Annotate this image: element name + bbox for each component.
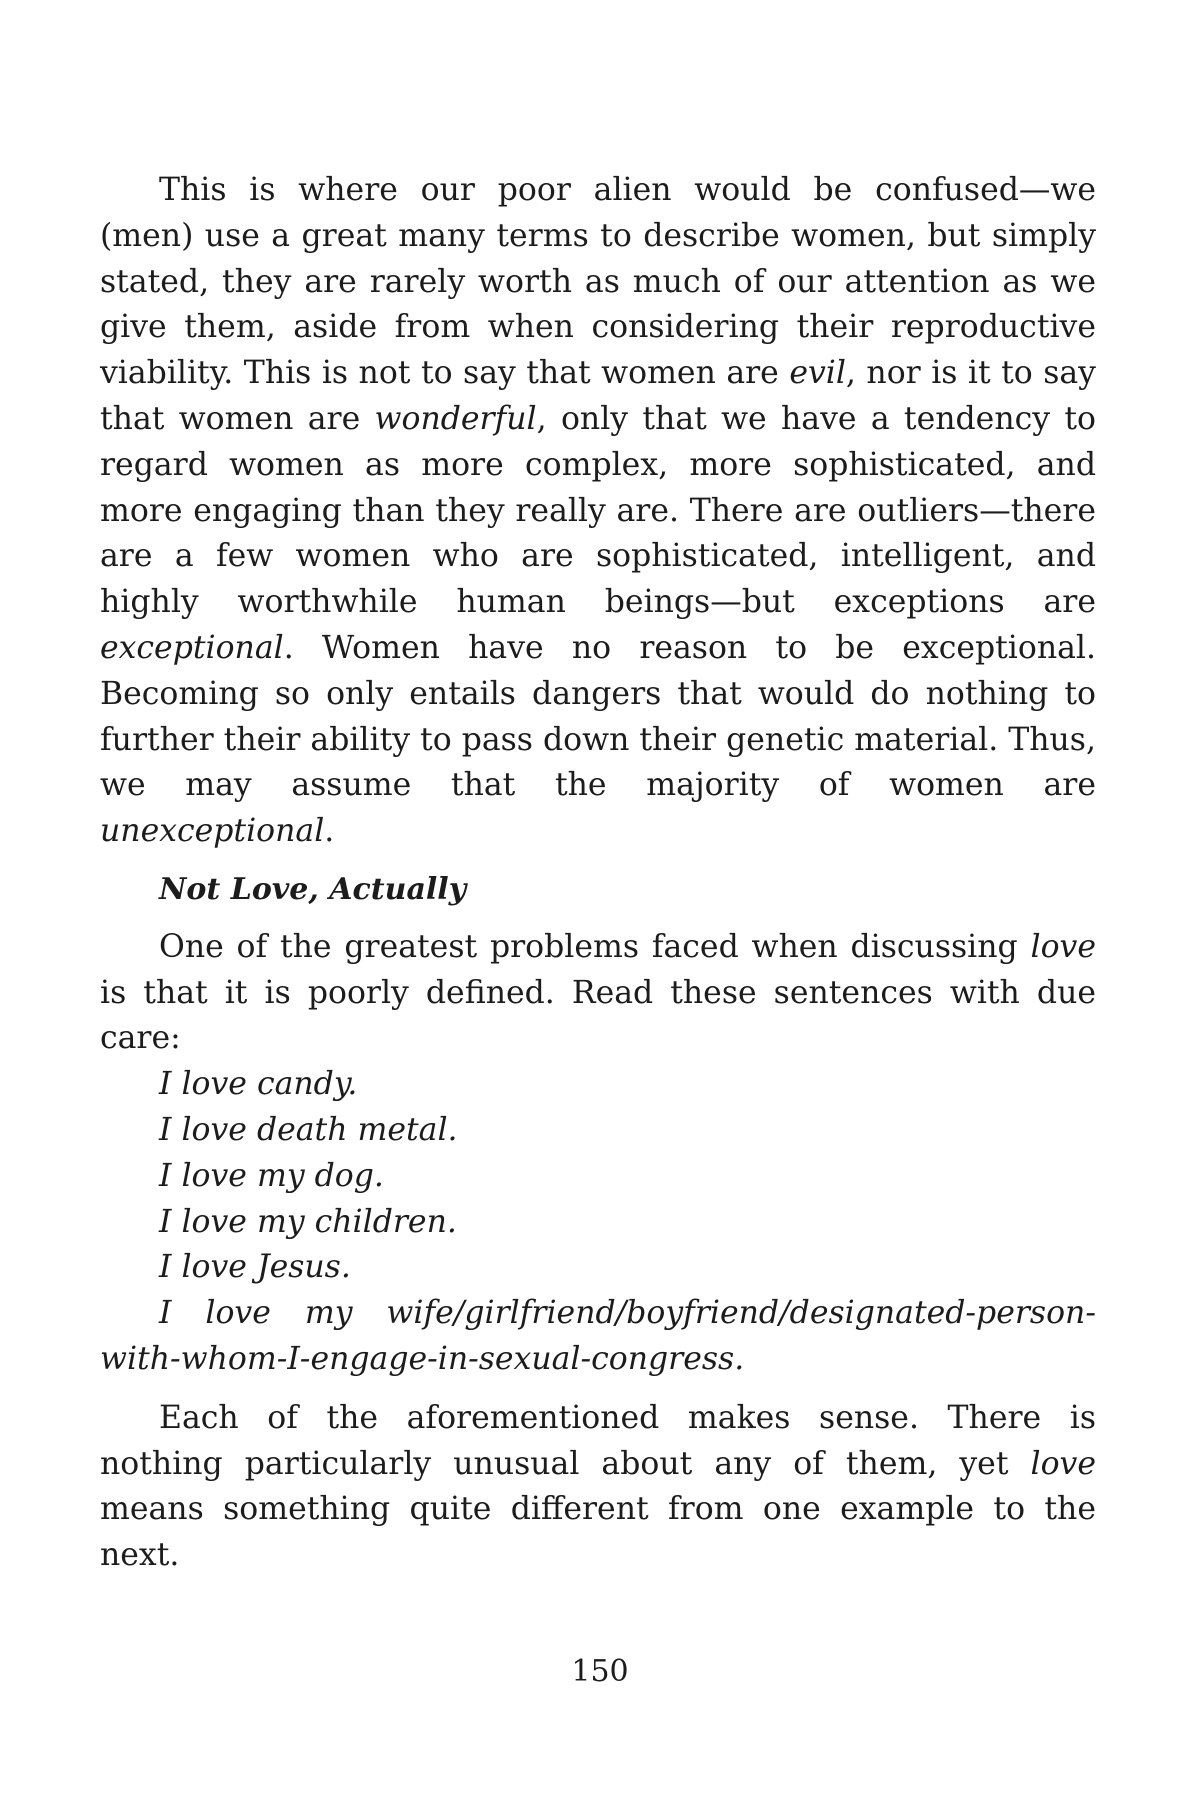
example-sentence: I love candy. <box>159 1066 358 1103</box>
emphasis-love: love <box>1030 928 1096 965</box>
emphasis-evil: evil <box>789 355 846 392</box>
emphasis-wonderful: wonderful <box>374 400 537 437</box>
emphasis-love: love <box>1030 1445 1096 1482</box>
emphasis-unexceptional: unexceptional <box>100 813 325 850</box>
example-sentence: I love Jesus. <box>159 1249 351 1286</box>
example-sentence: I love my dog. <box>159 1157 384 1194</box>
paragraph-conclusion: Each of the aforementioned makes sense. There is nothing particularly unusual about any of them, yet love means something quite different from one example to the next. <box>100 1399 1096 1574</box>
paragraph-love-definition: One of the greatest problems faced when discussing love is that it is poorly defined. Read these sentences with due care: <box>100 928 1096 1057</box>
page-number: 150 <box>571 1654 629 1689</box>
example-sentence: I love my children. <box>159 1203 457 1240</box>
example-sentence: I love my wife/girlfriend/boyfriend/designated-person-with-whom-I-engage-in-sexual-congress. <box>100 1295 1096 1377</box>
example-sentence: I love death metal. <box>159 1111 458 1148</box>
paragraph-alien: This is where our poor alien would be confused—we (men) use a great many terms to describe women, but simply stated, they are rarely worth as much of our attention as we give them, aside from when considering their reproductive viability. This is not to say that women are evil, nor is it to say that women are wonderful, only that we have a tendency to regard women as more complex, more sophisticated, and more engaging than they really are. There are outliers—there are a few women who are sophisticated, intelligent, and highly worthwhile human beings—but exceptions are exceptional. Women have no reason to be exceptional. Becoming so only entails dangers that would do nothing to further their ability to pass down their genetic material. Thus, we may assume that the majority of women are unexceptional. <box>100 172 1096 850</box>
emphasis-exceptional: exceptional <box>100 629 284 666</box>
page-body <box>100 168 1096 1579</box>
section-heading: Not Love, Actually <box>159 871 467 907</box>
